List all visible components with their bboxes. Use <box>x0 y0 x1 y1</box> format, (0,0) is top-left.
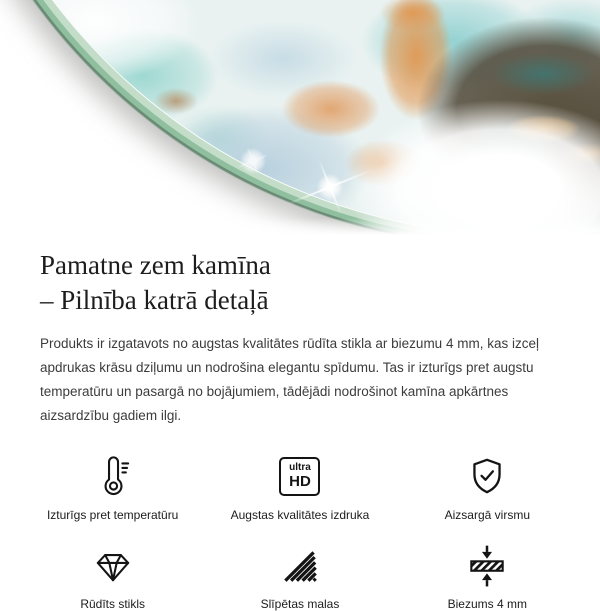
page-title <box>40 248 560 317</box>
ultra-hd-icon <box>279 452 320 500</box>
thermometer-icon <box>90 452 136 500</box>
round-glass-panel <box>0 0 600 236</box>
page-title-line-1: Pamatne zem kamīna <box>40 250 271 280</box>
feature-temperature-resistant <box>19 452 206 522</box>
feature-high-quality-print <box>206 452 393 522</box>
feature-thickness <box>394 541 581 611</box>
thickness-compress-icon <box>464 541 510 589</box>
feature-surface-protection <box>394 452 581 522</box>
feature-label: Aizsargā virsmu <box>444 508 530 523</box>
feature-label: Augstas kvalitātes izdruka <box>230 508 370 523</box>
feature-label: Biezums 4 mm <box>447 597 527 611</box>
page-title-line-2: – Pilnība katrā detaļā <box>40 284 269 315</box>
ultra-hd-badge-top: ultra <box>289 462 311 474</box>
product-description: Produkts ir izgatavots no augstas kvalitātes rūdīta stikla ar biezumu 4 mm, kas izceļ apdrukas krāsu dziļumu un nodrošina elegantu spīdumu. Tas ir izturīgs pret augstu temperatūru un pasargā no bojājumiem, tādējādi nodrošinot kamīna apkārtnes aizsardzību gadiem ilgi. <box>40 336 539 424</box>
beveled-edges-icon <box>277 541 323 589</box>
feature-label: Rūdīts stikls <box>80 597 145 611</box>
product-photo-glass-hearth-panel <box>0 0 600 238</box>
ultra-hd-badge-bottom: HD <box>289 472 311 490</box>
diamond-icon <box>90 541 136 589</box>
marble-ink-artwork <box>0 0 600 235</box>
feature-label: Slīpētas malas <box>260 597 340 611</box>
feature-tempered-glass <box>19 541 206 611</box>
feature-label: Izturīgs pret temperatūru <box>46 508 179 523</box>
feature-polished-edges <box>206 541 393 611</box>
feature-grid <box>19 452 581 611</box>
shield-check-icon <box>464 452 510 500</box>
